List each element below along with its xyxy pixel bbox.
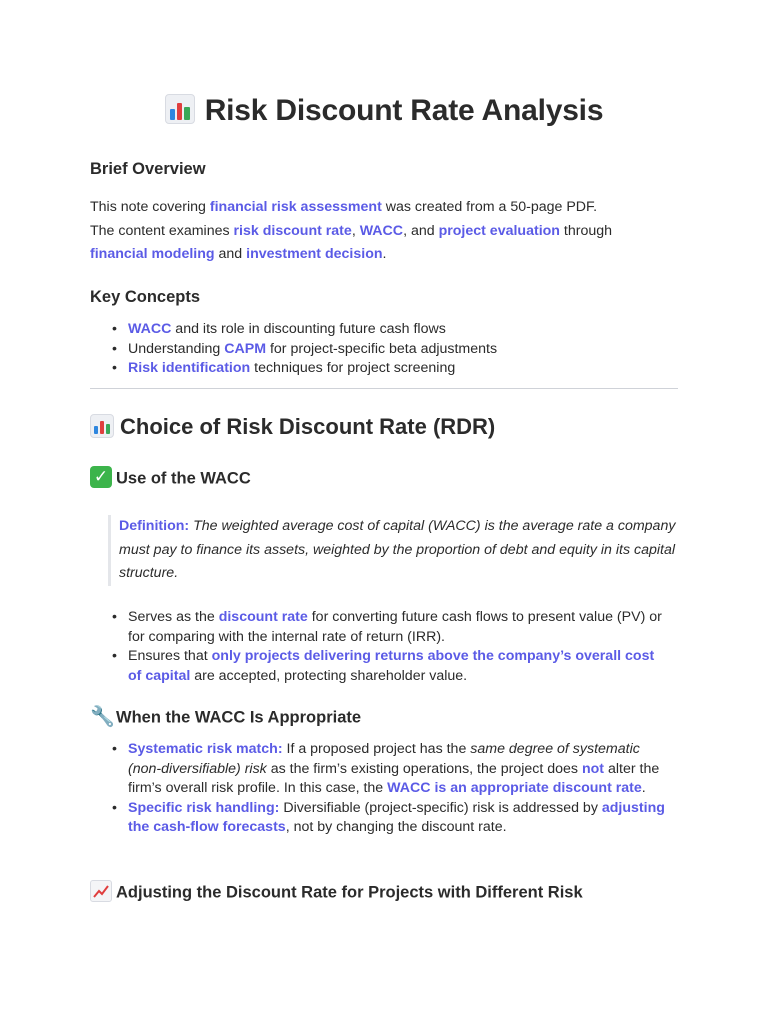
section-heading <box>90 414 495 440</box>
overview-text: was created from a 50-page PDF. <box>381 199 598 215</box>
list-item <box>110 647 670 686</box>
list-item <box>110 608 670 647</box>
wrench-icon: 🔧 <box>90 704 115 728</box>
keyword-wacc: WACC <box>128 321 172 337</box>
list-item <box>110 320 670 340</box>
definition-blockquote <box>108 515 688 586</box>
overview-paragraph <box>90 196 690 267</box>
overview-text: . <box>382 246 387 262</box>
overview-text: The content examines <box>90 222 234 239</box>
keyword-discount-rate: discount rate <box>218 609 308 625</box>
overview-text: through <box>559 222 613 239</box>
list-item-text: techniques for project screening <box>250 360 456 377</box>
list-item <box>110 799 670 838</box>
overview-text: and <box>214 246 247 262</box>
list-item-text: as the firm’s existing operations, the project does <box>266 760 582 777</box>
overview-text: , and <box>403 222 439 239</box>
list-item-text: for project-specific beta adjustments <box>266 340 498 357</box>
list-item <box>110 359 670 379</box>
overview-heading: Brief Overview <box>90 160 206 178</box>
keyword-financial-risk-assessment: financial risk assessment <box>209 199 382 215</box>
use-wacc-heading <box>90 468 251 490</box>
when-appropriate-heading-text: When the WACC Is Appropriate <box>116 708 362 727</box>
divider <box>90 388 678 389</box>
bar-chart-icon <box>165 94 195 124</box>
list-item-text: Diversifiable (project-specific) risk is addressed by <box>279 799 602 816</box>
list-item <box>110 740 670 799</box>
check-mark-icon: ✓ <box>90 466 112 488</box>
keyword-not: not <box>581 760 605 777</box>
overview-text: This note covering <box>90 199 210 215</box>
chart-increasing-icon <box>90 880 112 902</box>
list-item-text: are accepted, protecting shareholder value. <box>190 667 468 684</box>
keyword-wacc: WACC <box>359 222 404 239</box>
when-appropriate-heading <box>90 704 362 729</box>
key-concepts-list <box>110 320 670 379</box>
keyword-only-projects-above-cost: only projects delivering returns above the company’s overall cost of capital <box>128 648 655 684</box>
definition-label: Definition: <box>119 518 190 534</box>
use-wacc-heading-text: Use of the WACC <box>116 469 251 488</box>
keyword-capm: CAPM <box>224 340 267 357</box>
list-item-text: and its role in discounting future cash flows <box>171 321 446 337</box>
keyword-investment-decision: investment decision <box>246 246 383 262</box>
keyword-wacc-appropriate: WACC is an appropriate discount rate <box>387 780 642 797</box>
keyword-project-evaluation: project evaluation <box>438 222 560 239</box>
list-item-text: for converting future cash flows to present value (PV) or for comparing with the internal rate of return (IRR). <box>128 609 662 645</box>
list-item <box>110 340 670 360</box>
list-item-text: Understanding <box>128 340 225 357</box>
definition-text: The weighted average cost of capital (WACC) is the average rate a company must pay to finance its assets, weighted by the proportion of debt and equity in its capital structure. <box>119 518 676 581</box>
adjusting-heading-text: Adjusting the Discount Rate for Projects with Different Risk <box>116 883 583 902</box>
keyword-financial-modeling: financial modeling <box>90 246 215 262</box>
keyword-risk-identification: Risk identification <box>128 360 251 377</box>
bar-chart-icon <box>90 414 114 438</box>
use-wacc-list <box>110 608 670 686</box>
list-item-text: If a proposed project has the <box>282 741 471 757</box>
keyword-systematic-risk-match: Systematic risk match: <box>128 741 283 757</box>
page-title <box>0 94 768 128</box>
page-title-text: Risk Discount Rate Analysis <box>204 94 604 127</box>
keyword-risk-discount-rate: risk discount rate <box>233 222 352 239</box>
list-item-text: . <box>641 780 646 797</box>
list-item-text: Serves as the <box>128 609 219 625</box>
adjusting-heading <box>90 882 583 904</box>
list-item-text: , not by changing the discount rate. <box>285 819 507 836</box>
keyword-adjusting-cash-flow: adjusting the cash-flow forecasts <box>128 799 665 836</box>
overview-text: , <box>351 222 360 239</box>
key-concepts-heading: Key Concepts <box>90 288 201 306</box>
section-heading-text: Choice of Risk Discount Rate (RDR) <box>120 414 496 439</box>
list-item-text: Ensures that <box>128 648 212 665</box>
emphasis-text: same degree of systematic (non-diversifiable) risk <box>128 741 640 777</box>
when-appropriate-list <box>110 740 670 838</box>
keyword-specific-risk-handling: Specific risk handling: <box>128 799 280 816</box>
list-item-text: alter the firm’s overall risk profile. In this case, the <box>128 760 660 797</box>
